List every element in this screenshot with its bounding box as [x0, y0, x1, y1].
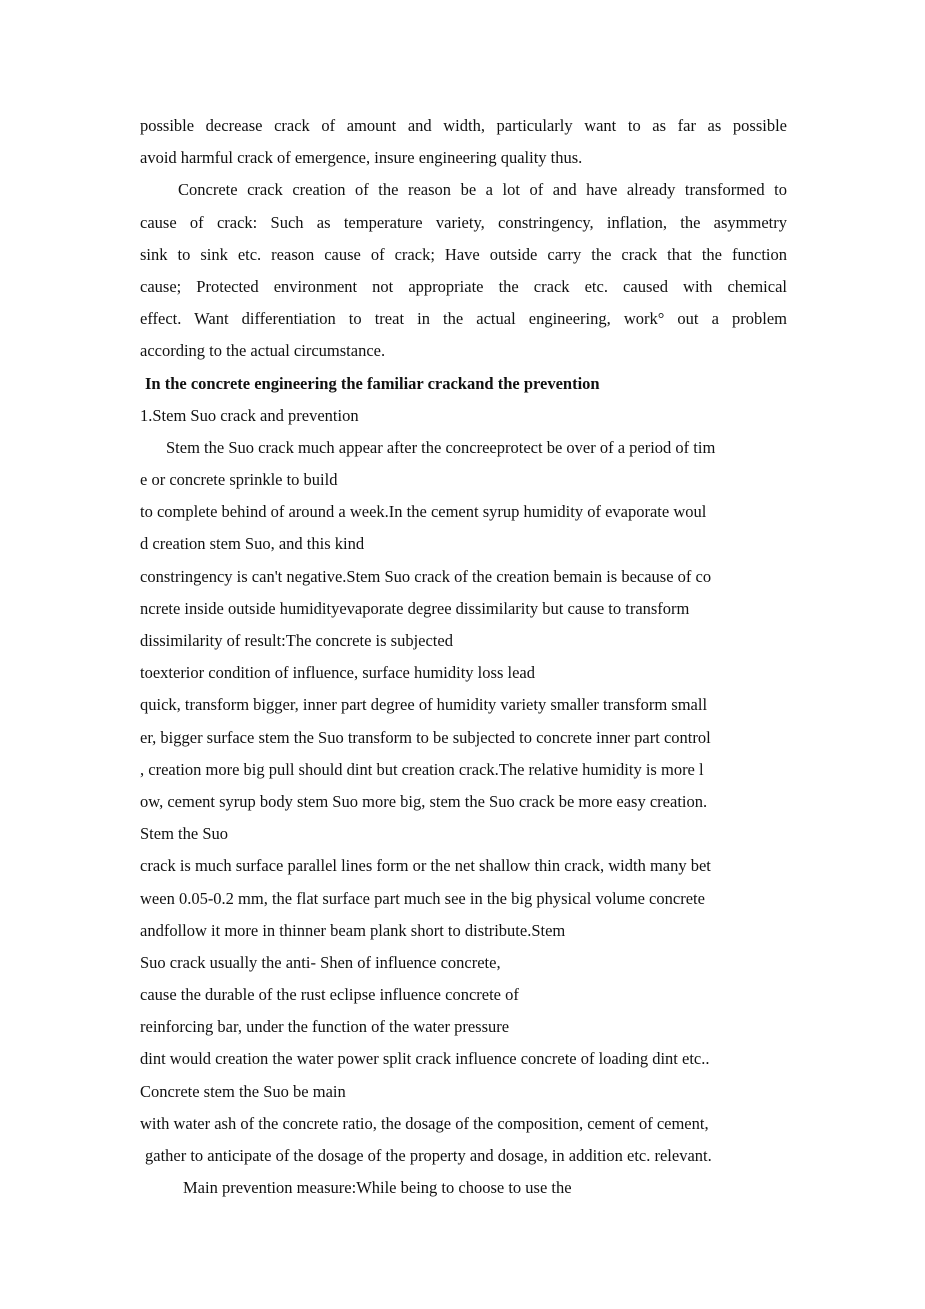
text-line: toexterior condition of influence, surface humidity loss lead: [140, 663, 535, 683]
text-line: ncrete inside outside humidityevaporate degree dissimilarity but cause to transform: [140, 598, 690, 618]
text-line: dint would creation the water power split crack influence concrete of loading dint etc..: [140, 1049, 710, 1069]
text-line: d creation stem Suo, and this kind: [140, 534, 365, 554]
text-line: er, bigger surface stem the Suo transform to be subjected to concrete inner part control: [140, 727, 711, 747]
text-line: e or concrete sprinkle to build: [140, 470, 338, 490]
text-line: gather to anticipate of the dosage of the property and dosage, in addition etc. relevant.: [145, 1146, 712, 1165]
paragraph-first-line: Main prevention measure:While being to choose to use the: [183, 1178, 572, 1198]
subsection-heading: 1.Stem Suo crack and prevention: [140, 405, 359, 425]
text-line: reinforcing bar, under the function of the water pressure: [140, 1017, 510, 1037]
text-line: ow, cement syrup body stem Suo more big, stem the Suo crack be more easy creation.: [140, 791, 708, 811]
text-line: effect. Want differentiation to treat in the actual engineering, work° out a problem: [140, 309, 787, 329]
paragraph-first-line: Stem the Suo crack much appear after the concreeprotect be over of a period of tim: [166, 437, 716, 457]
text-line: , creation more big pull should dint but creation crack.The relative humidity is more l: [140, 759, 704, 779]
text-line: cause the durable of the rust eclipse influence concrete of: [140, 985, 519, 1005]
text-line: cause of crack: Such as temperature variety, constringency, inflation, the asymmetry: [140, 212, 787, 232]
text-line: possible decrease crack of amount and width, particularly want to as far as possible: [140, 116, 787, 135]
text-line: andfollow it more in thinner beam plank short to distribute.Stem: [140, 920, 566, 940]
text-line: Stem the Suo: [140, 824, 229, 844]
text-line: ween 0.05-0.2 mm, the flat surface part much see in the big physical volume concrete: [140, 888, 705, 908]
text-line: Concrete stem the Suo be main: [140, 1081, 346, 1101]
text-line: cause; Protected environment not appropriate the crack etc. caused with chemical: [140, 276, 787, 296]
text-line: according to the actual circumstance.: [140, 341, 386, 361]
text-line: constringency is can't negative.Stem Suo crack of the creation bemain is because of co: [140, 566, 712, 586]
paragraph-first-line: Concrete crack creation of the reason be a lot of and have already transformed to: [178, 180, 787, 200]
text-line: to complete behind of around a week.In the cement syrup humidity of evaporate woul: [140, 502, 707, 522]
text-line: sink to sink etc. reason cause of crack; Have outside carry the crack that the function: [140, 244, 787, 264]
text-line: quick, transform bigger, inner part degree of humidity variety smaller transform small: [140, 695, 708, 715]
text-line: dissimilarity of result:The concrete is subjected: [140, 631, 453, 650]
document-body: [140, 110, 787, 1204]
text-line: crack is much surface parallel lines form or the net shallow thin crack, width many bet: [140, 856, 711, 876]
text-line: avoid harmful crack of emergence, insure engineering quality thus.: [140, 148, 583, 168]
text-line: Suo crack usually the anti- Shen of influence concrete,: [140, 952, 501, 972]
text-line: with water ash of the concrete ratio, the dosage of the composition, cement of cement,: [140, 1113, 709, 1133]
section-heading: In the concrete engineering the familiar crackand the prevention: [145, 373, 600, 393]
